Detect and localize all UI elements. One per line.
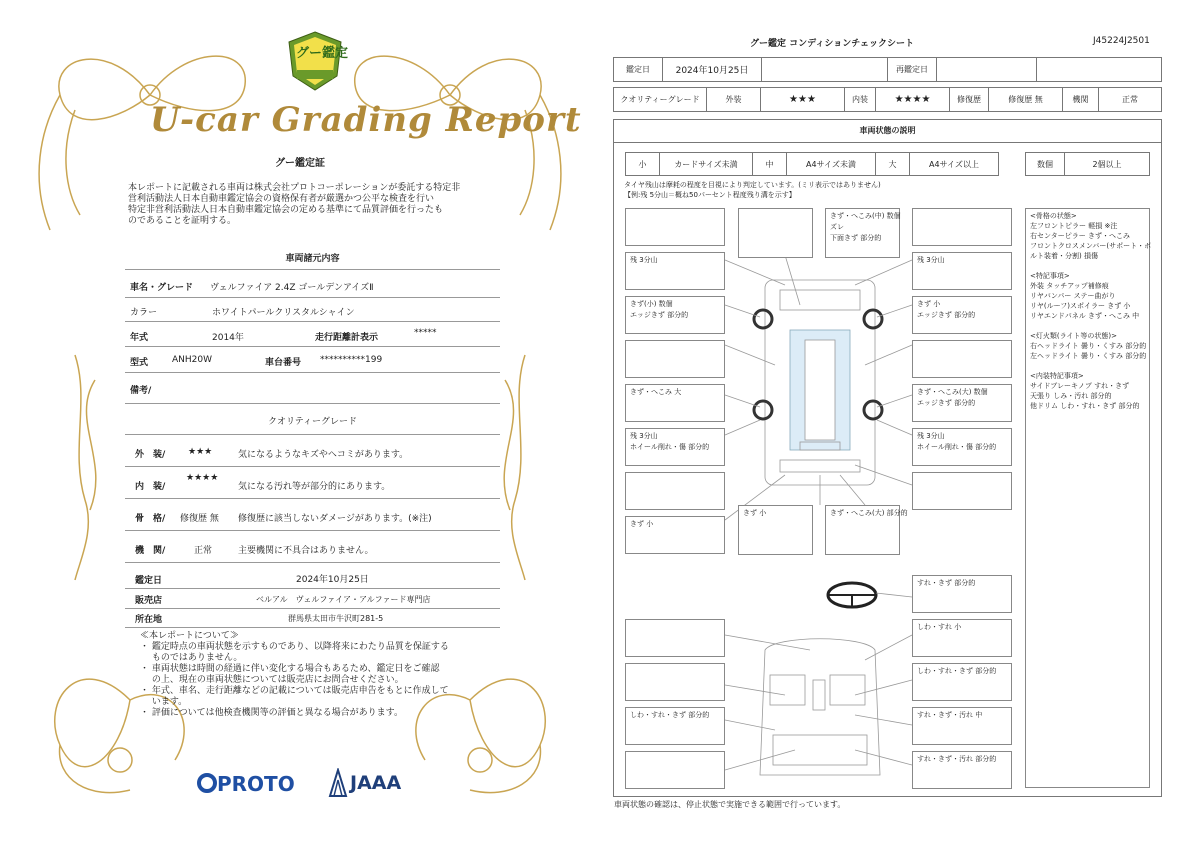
count-key: 数個 bbox=[1025, 152, 1065, 176]
damage-box-right-5: 残 3分山 ホイール削れ・傷 部分的 bbox=[912, 428, 1012, 466]
damage-box-right-1: 残 3分山 bbox=[912, 252, 1012, 290]
damage-box-left-2: きず(小) 数個 エッジきず 部分的 bbox=[625, 296, 725, 334]
size-small-key: 小 bbox=[625, 152, 660, 176]
sheet-title: グー鑑定 コンディションチェックシート bbox=[750, 39, 914, 49]
damage-box-left-4: きず・へこみ 大 bbox=[625, 384, 725, 422]
mileage-label: 走行距離計表示 bbox=[315, 333, 379, 343]
frame-notes-box: <骨格の状態> 左フロントピラー 軽損 ※注 右センターピラー きず・へこみ フロントクロスメンバー(サポート・ボ ルト装着・分割) 損傷 <特記事項> 外装 タッチアップ補修痕 リヤバンパー ステー曲がり リヤ(ルーフ)スポイラー きず 小 リヤエンドパネル きず・へこみ 中 <灯火類(ライト等の状態)> 右ヘッドライト 曇り・くすみ 部分的 左ヘッドライト 曇り・くすみ 部分的 <内装特記事項> サイドブレーキノブ すれ・きず 天張り しみ・汚れ 部分的 他ドリム しわ・すれ・きず 部分的 bbox=[1025, 208, 1150, 788]
quality-engine-label: 機 関/ bbox=[135, 546, 166, 556]
quality-exterior-label: 外 装/ bbox=[135, 450, 166, 460]
model-label: 型式 bbox=[130, 358, 149, 368]
exterior-label: 外装 bbox=[706, 87, 761, 112]
name-value: ヴェルファイア 2.4Z ゴールデンアイズⅡ bbox=[210, 283, 374, 293]
damage-box-top-left bbox=[738, 208, 813, 258]
repair-label: 修復歴 bbox=[949, 87, 989, 112]
damage-box-right-6 bbox=[912, 472, 1012, 510]
proto-logo-text: PROTO bbox=[217, 772, 295, 796]
quality-heading: クオリティーグレード bbox=[267, 417, 358, 427]
damage-box-left-3 bbox=[625, 340, 725, 378]
count-desc: 2個以上 bbox=[1064, 152, 1150, 176]
goo-appraisal-badge-icon bbox=[287, 30, 343, 92]
quality-exterior-desc: 気になるようなキズやヘコミがあります。 bbox=[238, 450, 409, 460]
damage-box-right-4: きず・へこみ(大) 数個 エッジきず 部分的 bbox=[912, 384, 1012, 422]
color-value: ホワイトパールクリスタルシャイン bbox=[212, 308, 355, 318]
report-title: U-car Grading Report bbox=[150, 100, 582, 140]
doc-id: J45224J2501 bbox=[1093, 36, 1150, 46]
interior-value: ★★★★ bbox=[875, 87, 950, 112]
size-large-key: 大 bbox=[875, 152, 910, 176]
exterior-value: ★★★ bbox=[760, 87, 845, 112]
reappraisal-blank bbox=[1036, 57, 1162, 82]
quality-engine-grade: 正常 bbox=[194, 546, 213, 556]
quality-frame-desc: 修復歴に該当しないダメージがあります。(※注) bbox=[238, 514, 432, 524]
date-blank bbox=[761, 57, 888, 82]
report-notes: ≪本レポートについて≫ ・ 鑑定時点の車両状態を示すものであり、以降将来にわたり品質を保証する ものではありません。 ・ 車両状態は時間の経過に伴い変化する場合もあるため、鑑定日をご確認 の上、現在の車両状態については販売店にお問合せください。 ・ 年式、車名、走行距離などの記載については販売店申告をもとに作成して います。 ・ 評価については他検査機関等の評価と異なる場合があります。 bbox=[140, 631, 449, 718]
condition-heading: 車両状態の説明 bbox=[613, 119, 1162, 143]
jaaa-logo-icon bbox=[328, 768, 348, 798]
interior-box-l3: しわ・すれ・きず 部分的 bbox=[625, 707, 725, 745]
quality-interior-desc: 気になる汚れ等が部分的にあります。 bbox=[238, 482, 391, 492]
reappraisal-value bbox=[936, 57, 1037, 82]
damage-box-right-top bbox=[912, 208, 1012, 246]
interior-box-r2: しわ・すれ・きず 部分的 bbox=[912, 663, 1012, 701]
date-value: 2024年10月25日 bbox=[662, 57, 762, 82]
damage-box-bottom-mid: きず 小 bbox=[738, 505, 813, 555]
damage-box-bottom-right: きず・へこみ(大) 部分的 bbox=[825, 505, 900, 555]
interior-box-l2 bbox=[625, 663, 725, 701]
dealer-label: 販売店 bbox=[135, 596, 163, 606]
remarks-label: 備考/ bbox=[130, 386, 152, 396]
damage-box-top-center: きず・へこみ(中) 数個 ズレ 下面きず 部分的 bbox=[825, 208, 900, 258]
date-label: 鑑定日 bbox=[613, 57, 663, 82]
damage-box-left-5: 残 3分山 ホイール削れ・傷 部分的 bbox=[625, 428, 725, 466]
tire-note-1: タイヤ残山は摩耗の程度を目視により判定しています。(ミリ表示ではありません) bbox=[624, 181, 881, 189]
size-small-desc: カードサイズ未満 bbox=[659, 152, 753, 176]
color-label: カラー bbox=[130, 308, 158, 318]
quality-frame-label: 骨 格/ bbox=[135, 514, 166, 524]
year-label: 年式 bbox=[130, 333, 149, 343]
quality-exterior-grade: ★★★ bbox=[188, 447, 213, 457]
dealer-value: ベルアル ヴェルファイア・アルファード専門店 bbox=[256, 595, 431, 604]
quality-engine-desc: 主要機関に不具合はありません。 bbox=[238, 546, 374, 556]
damage-box-right-3 bbox=[912, 340, 1012, 378]
size-large-desc: A4サイズ以上 bbox=[909, 152, 999, 176]
appraisal-date-label: 鑑定日 bbox=[135, 576, 163, 586]
name-label: 車名・グレード bbox=[130, 283, 194, 293]
badge-text: グー鑑定 bbox=[296, 46, 349, 61]
repair-value: 修復歴 無 bbox=[988, 87, 1063, 112]
tire-note-2: 【例:残 5分山＝概ね50パーセント程度残り溝を示す】 bbox=[624, 191, 796, 199]
damage-box-left-top bbox=[625, 208, 725, 246]
address-value: 群馬県太田市牛沢町281-5 bbox=[288, 614, 384, 623]
reappraisal-label: 再鑑定日 bbox=[887, 57, 937, 82]
proto-logo-icon bbox=[197, 772, 217, 794]
size-medium-key: 中 bbox=[752, 152, 787, 176]
interior-box-l4 bbox=[625, 751, 725, 789]
mileage-value: ***** bbox=[414, 328, 437, 338]
engine-value: 正常 bbox=[1098, 87, 1162, 112]
quality-grade-label: クオリティーグレード bbox=[613, 87, 707, 112]
specs-heading: 車両諸元内容 bbox=[285, 254, 340, 264]
damage-box-left-7: きず 小 bbox=[625, 516, 725, 554]
certificate-heading: グー鑑定証 bbox=[275, 158, 325, 169]
quality-interior-grade: ★★★★ bbox=[186, 473, 219, 483]
interior-box-steering: すれ・きず 部分的 bbox=[912, 575, 1012, 613]
engine-label: 機関 bbox=[1062, 87, 1099, 112]
chassis-label: 車台番号 bbox=[265, 358, 302, 368]
interior-box-r1: しわ・すれ 小 bbox=[912, 619, 1012, 657]
chassis-value: **********199 bbox=[320, 355, 383, 365]
damage-box-left-1: 残 3分山 bbox=[625, 252, 725, 290]
quality-frame-grade: 修復歴 無 bbox=[180, 514, 219, 524]
intro-text: 本レポートに記載される車両は株式会社プロトコーポレーションが委託する特定非 営利活動法人日本自動車鑑定協会の資格保有者が厳選かつ公平な検査を行い 特定非営利活動法人日本自動車鑑定協会の定める基準にて品質評価を行ったも のであることを証明する。 bbox=[128, 183, 461, 226]
quality-interior-label: 内 装/ bbox=[135, 482, 166, 492]
model-value: ANH20W bbox=[172, 355, 213, 365]
interior-box-r4: すれ・きず・汚れ 部分的 bbox=[912, 751, 1012, 789]
address-label: 所在地 bbox=[135, 615, 163, 625]
interior-box-l1 bbox=[625, 619, 725, 657]
sheet-footer: 車両状態の確認は、停止状態で実施できる範囲で行っています。 bbox=[614, 800, 846, 809]
jaaa-logo-text: JAAA bbox=[350, 772, 402, 794]
size-medium-desc: A4サイズ未満 bbox=[786, 152, 876, 176]
interior-label: 内装 bbox=[844, 87, 876, 112]
damage-box-left-6 bbox=[625, 472, 725, 510]
interior-box-r3: すれ・きず・汚れ 中 bbox=[912, 707, 1012, 745]
year-value: 2014年 bbox=[212, 333, 244, 343]
damage-box-right-2: きず 小 エッジきず 部分的 bbox=[912, 296, 1012, 334]
appraisal-date-value: 2024年10月25日 bbox=[296, 575, 369, 585]
